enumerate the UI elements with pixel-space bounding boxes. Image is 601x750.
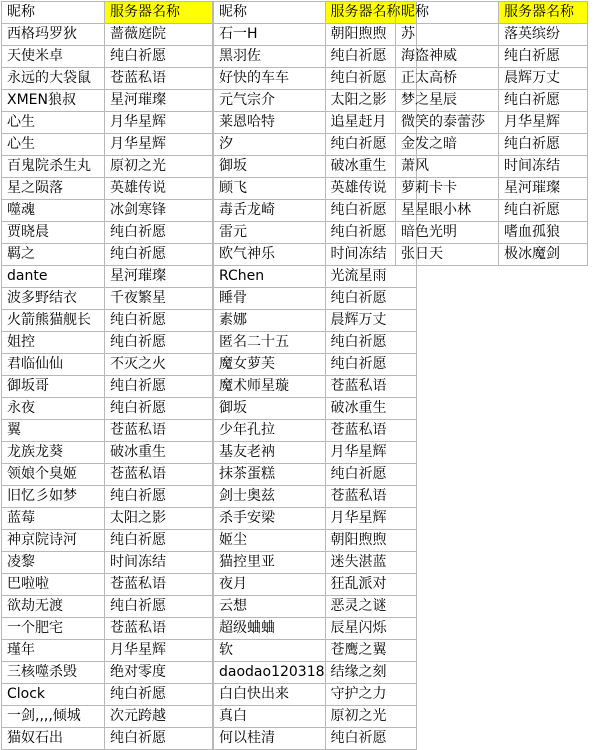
server-cell: 迷失湛蓝 <box>325 552 416 574</box>
nickname-cell: 旧忆彡如梦 <box>2 486 105 508</box>
server-cell: 时间冻结 <box>499 156 588 178</box>
nickname-cell: 君临仙仙 <box>2 354 105 376</box>
table-row <box>2 684 213 706</box>
table-row <box>2 178 213 200</box>
table-row <box>214 574 417 596</box>
table-row <box>2 156 213 178</box>
table-row <box>396 90 588 112</box>
table-row <box>214 640 417 662</box>
table-row <box>2 112 213 134</box>
server-cell: 朝阳煦煦 <box>325 530 416 552</box>
nickname-cell: 翼 <box>2 420 105 442</box>
server-cell: 苍蓝私语 <box>105 464 213 486</box>
table-row <box>214 156 417 178</box>
server-cell: 纯白祈愿 <box>105 728 213 750</box>
table-row <box>2 68 213 90</box>
server-cell: 纯白祈愿 <box>325 68 416 90</box>
table-row <box>214 442 417 464</box>
table-row <box>214 684 417 706</box>
server-cell: 时间冻结 <box>325 244 416 266</box>
table-row <box>2 310 213 332</box>
table-row <box>2 640 213 662</box>
server-cell: 纯白祈愿 <box>105 530 213 552</box>
nickname-cell: 云想 <box>214 596 326 618</box>
server-cell: 守护之力 <box>325 684 416 706</box>
nickname-cell: 张日天 <box>396 244 499 266</box>
nickname-cell: 西格玛罗狄 <box>2 24 105 46</box>
nickname-cell: 好快的车车 <box>214 68 326 90</box>
nickname-cell: 剑士奥兹 <box>214 486 326 508</box>
table-row <box>214 288 417 310</box>
server-cell: 蔷薇庭院 <box>105 24 213 46</box>
nickname-cell: 三核噬杀毁 <box>2 662 105 684</box>
server-cell: 极冰魔剑 <box>499 244 588 266</box>
server-cell: 纯白祈愿 <box>325 728 416 750</box>
nickname-cell: 龙族龙葵 <box>2 442 105 464</box>
server-cell: 月华星辉 <box>105 112 213 134</box>
server-cell: 纯白祈愿 <box>105 244 213 266</box>
server-cell: 纯白祈愿 <box>105 222 213 244</box>
nickname-cell: 夜月 <box>214 574 326 596</box>
header-server: 服务器名称 <box>499 2 588 24</box>
nickname-cell: 雷元 <box>214 222 326 244</box>
server-cell: 纯白祈愿 <box>499 46 588 68</box>
server-cell: 纯白祈愿 <box>325 222 416 244</box>
table-row <box>396 112 588 134</box>
table-row <box>214 728 417 750</box>
nickname-cell: 超级蛐蛐 <box>214 618 326 640</box>
nickname-cell: 瑾年 <box>2 640 105 662</box>
nickname-cell: 萧风 <box>396 156 499 178</box>
server-cell: 恶灵之谜 <box>325 596 416 618</box>
table-row <box>2 486 213 508</box>
table-row <box>214 178 417 200</box>
server-cell: 英雄传说 <box>105 178 213 200</box>
table-row <box>214 46 417 68</box>
table-row <box>396 200 588 222</box>
table-row <box>2 46 213 68</box>
nickname-cell: 巴啦啦 <box>2 574 105 596</box>
header-row <box>214 2 417 24</box>
nickname-cell: 御坂哥 <box>2 376 105 398</box>
nickname-cell: 天使米卓 <box>2 46 105 68</box>
table-row <box>214 332 417 354</box>
nickname-cell: 蓝莓 <box>2 508 105 530</box>
nickname-cell: 火箭熊猫舰长 <box>2 310 105 332</box>
nickname-cell: 暗色光明 <box>396 222 499 244</box>
server-cell: 纯白祈愿 <box>499 200 588 222</box>
table-row <box>396 222 588 244</box>
server-cell: 辰星闪烁 <box>325 618 416 640</box>
nickname-cell: 猫奴石出 <box>2 728 105 750</box>
server-cell: 狂乱派对 <box>325 574 416 596</box>
table-row <box>2 222 213 244</box>
table-row <box>396 46 588 68</box>
server-cell: 原初之光 <box>105 156 213 178</box>
server-cell: 苍蓝私语 <box>325 376 416 398</box>
table-row <box>214 68 417 90</box>
server-cell: 落英缤纷 <box>499 24 588 46</box>
nickname-cell: 梦之星辰 <box>396 90 499 112</box>
server-cell: 纯白祈愿 <box>325 354 416 376</box>
nickname-cell: 心生 <box>2 134 105 156</box>
server-cell: 光流星雨 <box>325 266 416 288</box>
server-cell: 月华星辉 <box>105 640 213 662</box>
table-row <box>214 618 417 640</box>
server-cell: 纯白祈愿 <box>499 134 588 156</box>
table-row <box>214 596 417 618</box>
table-row <box>2 662 213 684</box>
nickname-cell: 心生 <box>2 112 105 134</box>
nickname-cell: 金发之暗 <box>396 134 499 156</box>
table-row <box>2 728 213 750</box>
nickname-cell: 汐 <box>214 134 326 156</box>
table-row <box>214 244 417 266</box>
table-row <box>2 24 213 46</box>
table-row <box>2 376 213 398</box>
nickname-cell: 何以桂清 <box>214 728 326 750</box>
server-cell: 嗜血孤狼 <box>499 222 588 244</box>
server-cell: 纯白祈愿 <box>499 90 588 112</box>
header-row <box>396 2 588 24</box>
server-cell: 纯白祈愿 <box>325 464 416 486</box>
table-row <box>396 134 588 156</box>
nickname-cell: 白白快出来 <box>214 684 326 706</box>
table-row <box>2 244 213 266</box>
server-cell: 太阳之影 <box>325 90 416 112</box>
nickname-cell: 魔术师星璇 <box>214 376 326 398</box>
server-cell: 纯白祈愿 <box>105 310 213 332</box>
table-row <box>2 618 213 640</box>
table-row <box>2 354 213 376</box>
server-cell: 纯白祈愿 <box>325 332 416 354</box>
nickname-cell: 御坂 <box>214 156 326 178</box>
nickname-cell: 软 <box>214 640 326 662</box>
table-row <box>2 134 213 156</box>
table-row <box>214 420 417 442</box>
table-row <box>2 530 213 552</box>
server-cell: 次元跨越 <box>105 706 213 728</box>
server-cell: 追星赶月 <box>325 112 416 134</box>
server-cell: 纯白祈愿 <box>325 46 416 68</box>
nickname-cell: 贾晓晨 <box>2 222 105 244</box>
server-cell: 纯白祈愿 <box>105 46 213 68</box>
nickname-cell: 石一H <box>214 24 326 46</box>
table-row <box>214 552 417 574</box>
nickname-server-table-2 <box>213 1 417 750</box>
table-row <box>2 200 213 222</box>
table-row <box>214 134 417 156</box>
server-cell: 结缘之刻 <box>325 662 416 684</box>
server-cell: 苍蓝私语 <box>105 420 213 442</box>
server-cell: 纯白祈愿 <box>105 486 213 508</box>
table-row <box>214 266 417 288</box>
server-cell: 星河璀璨 <box>105 90 213 112</box>
nickname-cell: 永远的大袋鼠 <box>2 68 105 90</box>
server-cell: 晨辉万丈 <box>499 68 588 90</box>
server-cell: 原初之光 <box>325 706 416 728</box>
nickname-cell: 魔女萝芙 <box>214 354 326 376</box>
server-cell: 绝对零度 <box>105 662 213 684</box>
nickname-server-table-3 <box>395 1 588 266</box>
table-row <box>2 442 213 464</box>
nickname-cell: RChen <box>214 266 326 288</box>
nickname-cell: 一个肥宅 <box>2 618 105 640</box>
table-row <box>396 24 588 46</box>
server-cell: 破冰重生 <box>325 398 416 420</box>
nickname-cell: dante <box>2 266 105 288</box>
server-cell: 英雄传说 <box>325 178 416 200</box>
table-row <box>214 662 417 684</box>
table-row <box>2 288 213 310</box>
server-cell: 纯白祈愿 <box>105 684 213 706</box>
table-row <box>214 24 417 46</box>
server-cell: 苍蓝私语 <box>105 618 213 640</box>
nickname-cell: 凌黎 <box>2 552 105 574</box>
nickname-cell: 匿名二十五 <box>214 332 326 354</box>
server-cell: 纯白祈愿 <box>105 376 213 398</box>
nickname-cell: 羁之 <box>2 244 105 266</box>
server-cell: 月华星辉 <box>499 112 588 134</box>
server-cell: 太阳之影 <box>105 508 213 530</box>
nickname-cell: 星之陨落 <box>2 178 105 200</box>
server-cell: 千夜繁星 <box>105 288 213 310</box>
table-row <box>2 552 213 574</box>
nickname-server-table-1 <box>1 1 213 750</box>
nickname-cell: 姐控 <box>2 332 105 354</box>
header-nickname: 昵称 <box>214 2 326 24</box>
server-cell: 纯白祈愿 <box>325 200 416 222</box>
nickname-cell: 欧气神乐 <box>214 244 326 266</box>
nickname-cell: 领娘个臭姬 <box>2 464 105 486</box>
nickname-cell: Clock <box>2 684 105 706</box>
nickname-cell: XMEN狼叔 <box>2 90 105 112</box>
server-cell: 星河璀璨 <box>105 266 213 288</box>
server-cell: 时间冻结 <box>105 552 213 574</box>
header-server: 服务器名称 <box>325 2 416 24</box>
table-row <box>2 398 213 420</box>
nickname-cell: 苏 <box>396 24 499 46</box>
nickname-cell: 毒舌龙崎 <box>214 200 326 222</box>
header-row <box>2 2 213 24</box>
server-cell: 破冰重生 <box>105 442 213 464</box>
header-nickname: 昵称 <box>2 2 105 24</box>
table-row <box>214 222 417 244</box>
server-cell: 冰剑寒锋 <box>105 200 213 222</box>
server-cell: 苍蓝私语 <box>325 420 416 442</box>
table-row <box>214 376 417 398</box>
nickname-cell: 永夜 <box>2 398 105 420</box>
table-row <box>214 508 417 530</box>
table-row <box>396 244 588 266</box>
table-row <box>214 464 417 486</box>
nickname-cell: 海盗神威 <box>396 46 499 68</box>
server-cell: 纯白祈愿 <box>105 596 213 618</box>
nickname-cell: 噬魂 <box>2 200 105 222</box>
table-row <box>396 156 588 178</box>
table-row <box>214 310 417 332</box>
table-row <box>214 354 417 376</box>
table-row <box>214 530 417 552</box>
table-row <box>2 706 213 728</box>
table-row <box>396 178 588 200</box>
nickname-cell: 星星眼小林 <box>396 200 499 222</box>
nickname-cell: 微笑的泰蕾莎 <box>396 112 499 134</box>
table-row <box>214 398 417 420</box>
nickname-cell: 神京院诗河 <box>2 530 105 552</box>
server-cell: 晨辉万丈 <box>325 310 416 332</box>
server-cell: 苍蓝私语 <box>105 574 213 596</box>
server-cell: 苍鹰之翼 <box>325 640 416 662</box>
nickname-cell: 莱恩哈特 <box>214 112 326 134</box>
table-row <box>2 420 213 442</box>
server-cell: 纯白祈愿 <box>105 398 213 420</box>
nickname-cell: 黑羽佐 <box>214 46 326 68</box>
nickname-cell: 萝莉卡卡 <box>396 178 499 200</box>
nickname-cell: 一剑,,,,倾城 <box>2 706 105 728</box>
nickname-cell: 欲劫无渡 <box>2 596 105 618</box>
server-cell: 朝阳煦煦 <box>325 24 416 46</box>
nickname-cell: 真白 <box>214 706 326 728</box>
nickname-cell: 正太高桥 <box>396 68 499 90</box>
nickname-cell: 姬尘 <box>214 530 326 552</box>
table-row <box>2 266 213 288</box>
table-row <box>396 68 588 90</box>
server-cell: 纯白祈愿 <box>105 332 213 354</box>
table-row <box>214 200 417 222</box>
server-cell: 月华星辉 <box>105 134 213 156</box>
nickname-cell: 杀手安梁 <box>214 508 326 530</box>
header-nickname: 昵称 <box>396 2 499 24</box>
nickname-cell: daodao120318 <box>214 662 326 684</box>
table-row <box>2 90 213 112</box>
table-row <box>214 706 417 728</box>
server-cell: 破冰重生 <box>325 156 416 178</box>
server-cell: 纯白祈愿 <box>325 288 416 310</box>
server-cell: 苍蓝私语 <box>105 68 213 90</box>
server-cell: 不灭之火 <box>105 354 213 376</box>
nickname-cell: 波多野结衣 <box>2 288 105 310</box>
server-cell: 纯白祈愿 <box>325 134 416 156</box>
table-row <box>2 464 213 486</box>
nickname-cell: 百鬼院杀生丸 <box>2 156 105 178</box>
server-cell: 星河璀璨 <box>499 178 588 200</box>
server-cell: 月华星辉 <box>325 442 416 464</box>
nickname-cell: 少年孔拉 <box>214 420 326 442</box>
table-row <box>214 112 417 134</box>
nickname-cell: 素娜 <box>214 310 326 332</box>
server-cell: 苍蓝私语 <box>325 486 416 508</box>
nickname-cell: 基友老衲 <box>214 442 326 464</box>
server-cell: 月华星辉 <box>325 508 416 530</box>
table-row <box>214 486 417 508</box>
table-row <box>2 508 213 530</box>
table-row <box>2 332 213 354</box>
table-row <box>214 90 417 112</box>
nickname-cell: 猫控里亚 <box>214 552 326 574</box>
nickname-cell: 睡骨 <box>214 288 326 310</box>
nickname-cell: 御坂 <box>214 398 326 420</box>
table-row <box>2 574 213 596</box>
header-server: 服务器名称 <box>105 2 213 24</box>
nickname-cell: 抹茶蛋糕 <box>214 464 326 486</box>
table-row <box>2 596 213 618</box>
nickname-cell: 元气宗介 <box>214 90 326 112</box>
nickname-cell: 顾飞 <box>214 178 326 200</box>
